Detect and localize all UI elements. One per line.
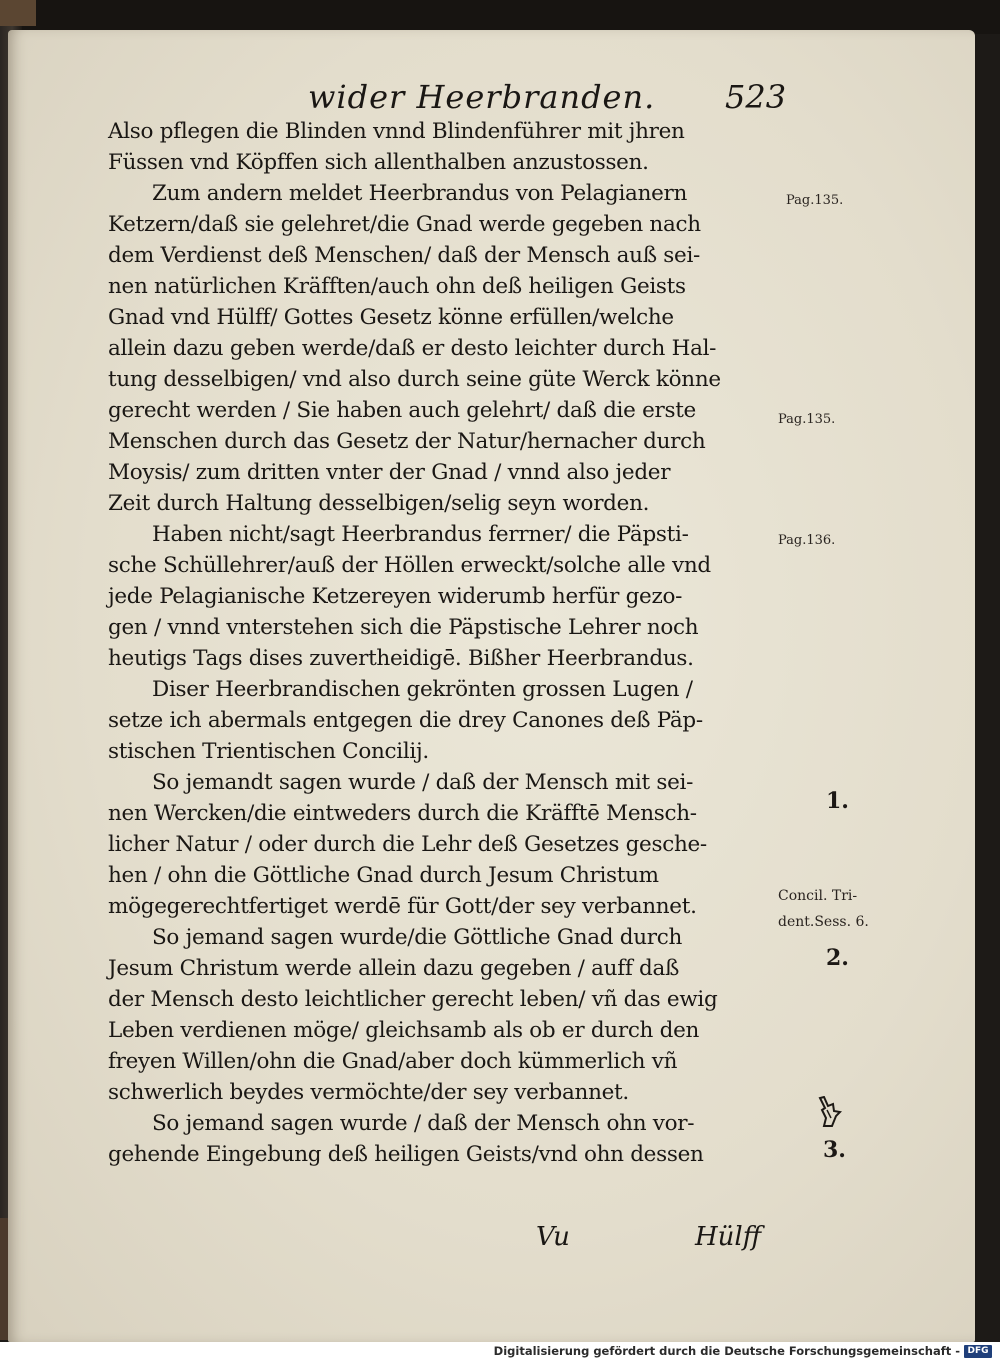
footer-bar — [0, 1342, 1000, 1361]
text-line: hen / ohn die Göttliche Gnad durch Jesum Christum — [108, 863, 659, 888]
scan-background — [0, 0, 1000, 34]
text-line: So jemandt sagen wurde / daß der Mensch mit sei- — [152, 770, 694, 795]
text-line: sche Schüllehrer/auß der Höllen erweckt/solche alle vnd — [108, 553, 711, 578]
running-head: wider Heerbranden. — [308, 78, 656, 116]
text-line: Also pflegen die Blinden vnnd Blindenführer mit jhren — [108, 119, 685, 144]
text-line: gen / vnnd vnterstehen sich die Päpstische Lehrer noch — [108, 615, 699, 640]
text-line: Haben nicht/sagt Heerbrandus ferrner/ die Päpsti- — [152, 522, 689, 547]
text-line: dem Verdienst deß Menschen/ daß der Mensch auß sei- — [108, 243, 700, 268]
text-line: heutigs Tags dises zuvertheidigē. Bißher Heerbrandus. — [108, 646, 694, 671]
catchword-signature: Vu — [536, 1222, 570, 1252]
page-number: 523 — [725, 78, 787, 116]
text-line: der Mensch desto leichtlicher gerecht leben/ vñ das ewig — [108, 987, 718, 1012]
text-line: allein dazu geben werde/daß er desto leichter durch Hal- — [108, 336, 717, 361]
text-line: Gnad vnd Hülff/ Gottes Gesetz könne erfüllen/welche — [108, 305, 674, 330]
text-line: setze ich abermals entgegen die drey Canones deß Päp- — [108, 708, 703, 733]
text-line: gerecht werden / Sie haben auch gelehrt/ daß die erste — [108, 398, 696, 423]
text-line: jede Pelagianische Ketzereyen widerumb herfür gezo- — [108, 584, 683, 609]
margin-note-page-ref: Pag.135. — [786, 193, 844, 208]
catchword: Hülff — [695, 1222, 762, 1252]
text-line: schwerlich beydes vermöchte/der sey verbannet. — [108, 1080, 629, 1105]
text-line: nen Wercken/die eintweders durch die Kräfftē Mensch- — [108, 801, 697, 826]
text-line: Zum andern meldet Heerbrandus von Pelagianern — [152, 181, 688, 206]
margin-canon-number: 2. — [826, 945, 849, 971]
text-line: freyen Willen/ohn die Gnad/aber doch kümmerlich vñ — [108, 1049, 678, 1074]
text-line: Moysis/ zum dritten vnter der Gnad / vnnd also jeder — [108, 460, 671, 485]
text-line: Jesum Christum werde allein dazu gegeben / auff daß — [108, 956, 680, 981]
margin-canon-number: 1. — [826, 788, 849, 814]
main-text — [108, 116, 808, 1170]
margin-note-council: Concil. Tri- — [778, 888, 858, 904]
text-line: mögegerechtfertiget werdē für Gott/der sey verbannet. — [108, 894, 697, 919]
text-line: tung desselbigen/ vnd also durch seine güte Werck könne — [108, 367, 721, 392]
text-line: licher Natur / oder durch die Lehr deß Gesetzes gesche- — [108, 832, 707, 857]
text-line: Ketzern/daß sie gelehret/die Gnad werde gegeben nach — [108, 212, 701, 237]
footer-credit: Digitalisierung gefördert durch die Deutsche Forschungsgemeinschaft - — [493, 1344, 960, 1358]
text-line: Diser Heerbrandischen gekrönten grossen Lugen / — [152, 677, 693, 702]
margin-note-page-ref: Pag.135. — [778, 412, 836, 427]
text-line: So jemand sagen wurde / daß der Mensch ohn vor- — [152, 1111, 695, 1136]
dfg-logo: DFG — [964, 1345, 992, 1358]
text-line: stischen Trientischen Concilij. — [108, 739, 429, 764]
binding-leather-top — [0, 0, 36, 26]
text-line: Zeit durch Haltung desselbigen/selig seyn worden. — [108, 491, 650, 516]
margin-note-council: dent.Sess. 6. — [778, 914, 869, 930]
margin-canon-number: 3. — [823, 1137, 846, 1163]
text-line: So jemand sagen wurde/die Göttliche Gnad durch — [152, 925, 683, 950]
hand-mark-icon — [816, 1096, 842, 1128]
book-page — [8, 30, 975, 1342]
text-line: Leben verdienen möge/ gleichsamb als ob er durch den — [108, 1018, 700, 1043]
margin-note-page-ref: Pag.136. — [778, 533, 836, 548]
text-line: gehende Eingebung deß heiligen Geists/vnd ohn dessen — [108, 1142, 704, 1167]
text-line: Füssen vnd Köpffen sich allenthalben anzustossen. — [108, 150, 649, 175]
text-line: Menschen durch das Gesetz der Natur/hernacher durch — [108, 429, 706, 454]
text-line: nen natürlichen Kräfften/auch ohn deß heiligen Geists — [108, 274, 686, 299]
